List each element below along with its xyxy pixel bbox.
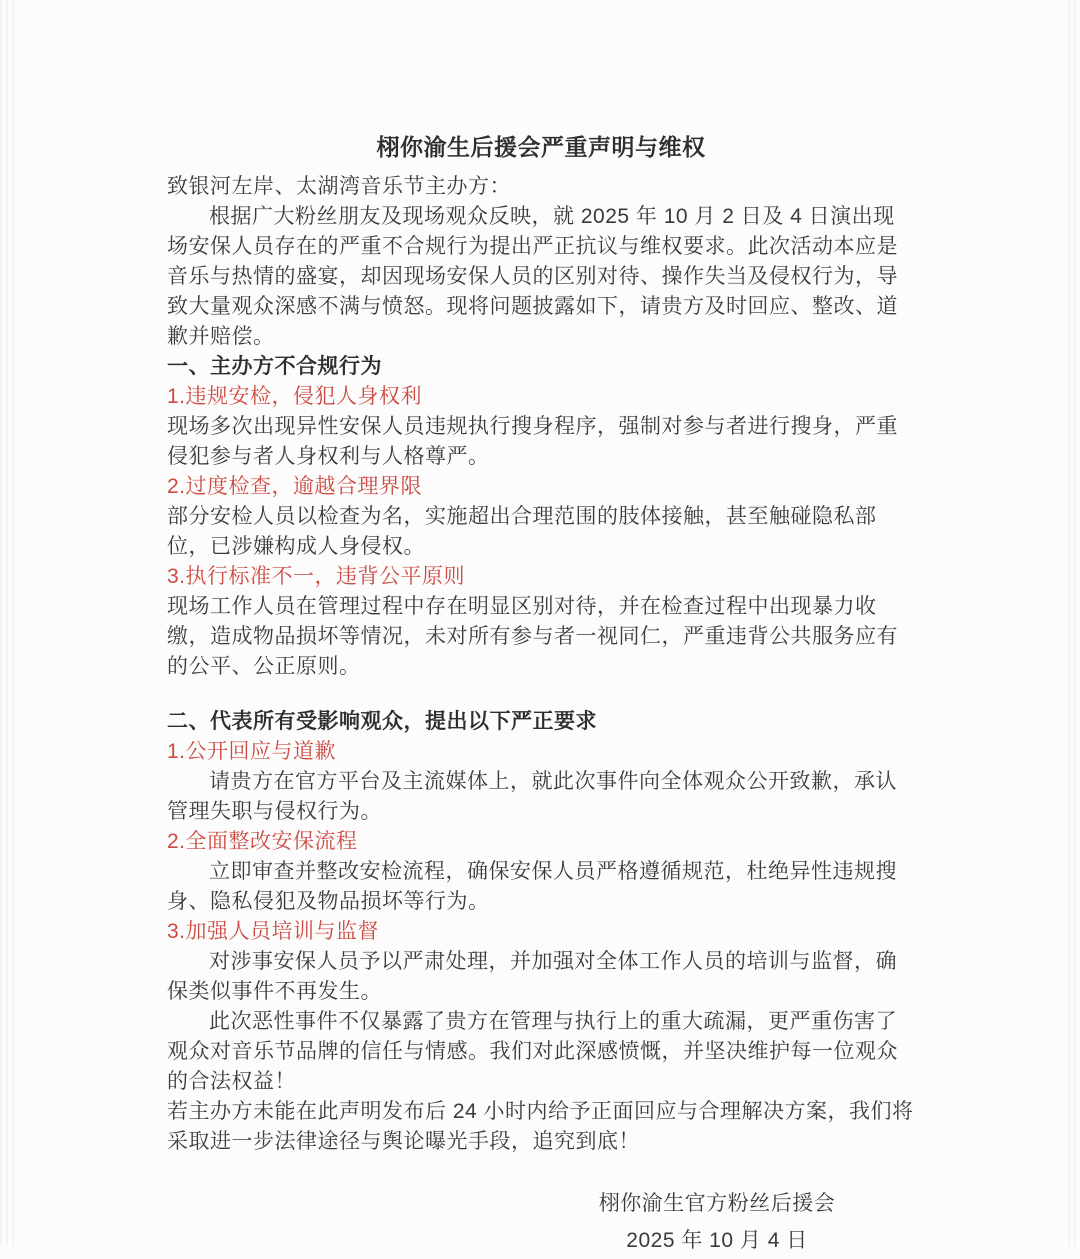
section-2-heading: 二、代表所有受影响观众，提出以下严正要求 (167, 710, 597, 733)
demand-1-body: 请贵方在官方平台及主流媒体上，就此次事件向全体观众公开致歉，承认管理失职与侵权行为。 (167, 770, 897, 823)
salutation-line: 致银河左岸、太湖湾音乐节主办方： (167, 175, 511, 198)
violation-1-body: 现场多次出现异性安保人员违规执行搜身程序，强制对参与者进行搜身，严重侵犯参与者人身权利与人格尊严。 (167, 415, 898, 468)
statement-document (167, 130, 915, 1259)
closing-paragraph-2: 若主办方未能在此声明发布后 24 小时内给予正面回应与合理解决方案，我们将采取进一步法律途径与舆论曝光手段，追究到底！ (167, 1100, 914, 1153)
violation-2-heading: 2.过度检查，逾越合理界限 (167, 475, 423, 498)
violation-3-heading: 3.执行标准不一，违背公平原则 (167, 565, 466, 588)
page-right-edge-shading (1064, 0, 1080, 1246)
document-title: 栩你渝生后援会严重声明与维权 (376, 134, 706, 160)
demand-2-body: 立即审查并整改安检流程，确保安保人员严格遵循规范，杜绝异性违规搜身、隐私侵犯及物品损坏等行为。 (167, 860, 897, 913)
demand-2-heading: 2.全面整改安保流程 (167, 830, 358, 853)
violation-3-body: 现场工作人员在管理过程中存在明显区别对待，并在检查过程中出现暴力收缴，造成物品损坏等情况，未对所有参与者一视同仁，严重违背公共服务应有的公平、公正原则。 (167, 595, 898, 678)
violation-2-body: 部分安检人员以检查为名，实施超出合理范围的肢体接触，甚至触碰隐私部位，已涉嫌构成人身侵权。 (167, 505, 877, 558)
page-left-edge-shading (0, 0, 16, 1246)
section-1-heading: 一、主办方不合规行为 (167, 355, 382, 378)
demand-3-heading: 3.加强人员培训与监督 (167, 920, 380, 943)
signature-date: 2025 年 10 月 4 日 (626, 1229, 808, 1252)
closing-paragraph-1: 此次恶性事件不仅暴露了贵方在管理与执行上的重大疏漏，更严重伤害了观众对音乐节品牌的信任与情感。我们对此深感愤慨，并坚决维护每一位观众的合法权益！ (167, 1010, 898, 1093)
signature-block (577, 1185, 857, 1259)
demand-3-body: 对涉事安保人员予以严肃处理，并加强对全体工作人员的培训与监督，确保类似事件不再发生。 (167, 950, 897, 1003)
demand-1-heading: 1.公开回应与道歉 (167, 740, 337, 763)
intro-paragraph: 根据广大粉丝朋友及现场观众反映，就 2025 年 10 月 2 日及 4 日演出现场安保人员存在的严重不合规行为提出严正抗议与维权要求。此次活动本应是音乐与热情的盛宴，却因现场安保人员的区别对待、操作失当及侵权行为，导致大量观众深感不满与愤怒。现将问题披露如下，请贵方及时回应、整改、道歉并赔偿。 (167, 205, 898, 348)
violation-1-heading: 1.违规安检，侵犯人身权利 (167, 385, 423, 408)
signature-name: 栩你渝生官方粉丝后援会 (598, 1192, 836, 1215)
